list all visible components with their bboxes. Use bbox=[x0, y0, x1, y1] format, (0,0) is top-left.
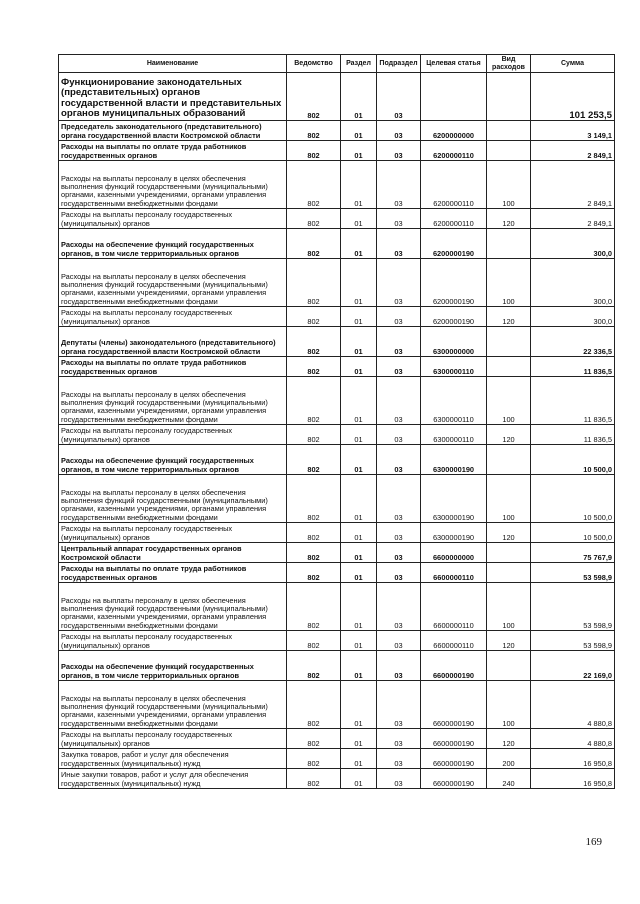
table-row bbox=[59, 73, 615, 121]
cell-subsection: 03 bbox=[377, 583, 421, 631]
cell-section: 01 bbox=[341, 445, 377, 475]
cell-section: 01 bbox=[341, 307, 377, 327]
cell-name: Расходы на выплаты персоналу государственных (муниципальных) органов bbox=[59, 209, 287, 229]
cell-name: Расходы на выплаты персоналу в целях обеспечения выполнения функций государственными (муниципальными) органами, казенными учреждениями, органами управления государственными внебюджетными фондами bbox=[59, 259, 287, 307]
table-row bbox=[59, 327, 615, 357]
cell-target: 6300000000 bbox=[421, 327, 487, 357]
cell-section: 01 bbox=[341, 475, 377, 523]
cell-dept: 802 bbox=[287, 327, 341, 357]
header-target: Целевая статья bbox=[421, 55, 487, 73]
cell-target: 6600000110 bbox=[421, 631, 487, 651]
table-row bbox=[59, 425, 615, 445]
cell-target: 6600000190 bbox=[421, 749, 487, 769]
cell-section: 01 bbox=[341, 729, 377, 749]
cell-name: Центральный аппарат государственных органов Костромской области bbox=[59, 543, 287, 563]
cell-target: 6300000110 bbox=[421, 377, 487, 425]
table-row bbox=[59, 209, 615, 229]
cell-sum: 300,0 bbox=[531, 229, 615, 259]
table-row bbox=[59, 749, 615, 769]
table-row bbox=[59, 445, 615, 475]
cell-section: 01 bbox=[341, 681, 377, 729]
cell-name: Депутаты (члены) законодательного (представительного) органа государственной власти Костромской области bbox=[59, 327, 287, 357]
cell-subsection: 03 bbox=[377, 523, 421, 543]
cell-sum: 75 767,9 bbox=[531, 543, 615, 563]
cell-dept: 802 bbox=[287, 543, 341, 563]
cell-exp-type: 100 bbox=[487, 681, 531, 729]
cell-exp-type: 120 bbox=[487, 729, 531, 749]
cell-section: 01 bbox=[341, 563, 377, 583]
budget-table bbox=[58, 54, 615, 789]
cell-section: 01 bbox=[341, 583, 377, 631]
cell-sum: 11 836,5 bbox=[531, 357, 615, 377]
table-row bbox=[59, 229, 615, 259]
cell-sum: 10 500,0 bbox=[531, 523, 615, 543]
cell-subsection: 03 bbox=[377, 229, 421, 259]
cell-dept: 802 bbox=[287, 209, 341, 229]
cell-target bbox=[421, 73, 487, 121]
cell-dept: 802 bbox=[287, 377, 341, 425]
header-section: Раздел bbox=[341, 55, 377, 73]
cell-sum: 22 336,5 bbox=[531, 327, 615, 357]
cell-dept: 802 bbox=[287, 651, 341, 681]
header-dept: Ведомство bbox=[287, 55, 341, 73]
cell-sum: 2 849,1 bbox=[531, 141, 615, 161]
cell-exp-type bbox=[487, 357, 531, 377]
cell-sum: 10 500,0 bbox=[531, 475, 615, 523]
cell-section: 01 bbox=[341, 259, 377, 307]
cell-section: 01 bbox=[341, 425, 377, 445]
cell-exp-type bbox=[487, 651, 531, 681]
table-row bbox=[59, 377, 615, 425]
table-body bbox=[59, 73, 615, 789]
cell-exp-type: 120 bbox=[487, 209, 531, 229]
cell-sum: 16 950,8 bbox=[531, 749, 615, 769]
cell-subsection: 03 bbox=[377, 73, 421, 121]
cell-name: Функционирование законодательных (представительных) органов государственной власти и представительных органов муниципальных образований bbox=[59, 73, 287, 121]
cell-dept: 802 bbox=[287, 729, 341, 749]
cell-name: Расходы на выплаты персоналу государственных (муниципальных) органов bbox=[59, 307, 287, 327]
cell-target: 6300000110 bbox=[421, 357, 487, 377]
cell-name: Расходы на выплаты по оплате труда работников государственных органов bbox=[59, 563, 287, 583]
table-row bbox=[59, 583, 615, 631]
cell-target: 6600000110 bbox=[421, 583, 487, 631]
cell-exp-type bbox=[487, 229, 531, 259]
table-header-row bbox=[59, 55, 615, 73]
cell-subsection: 03 bbox=[377, 769, 421, 789]
cell-name: Расходы на выплаты персоналу в целях обеспечения выполнения функций государственными (муниципальными) органами, казенными учреждениями, органами управления государственными внебюджетными фондами bbox=[59, 161, 287, 209]
cell-sum: 53 598,9 bbox=[531, 583, 615, 631]
cell-name: Расходы на выплаты персоналу государственных (муниципальных) органов bbox=[59, 523, 287, 543]
cell-sum: 53 598,9 bbox=[531, 563, 615, 583]
cell-subsection: 03 bbox=[377, 121, 421, 141]
cell-section: 01 bbox=[341, 327, 377, 357]
table-row bbox=[59, 141, 615, 161]
cell-subsection: 03 bbox=[377, 681, 421, 729]
header-subsection: Подраздел bbox=[377, 55, 421, 73]
cell-sum: 10 500,0 bbox=[531, 445, 615, 475]
cell-dept: 802 bbox=[287, 681, 341, 729]
cell-exp-type: 100 bbox=[487, 161, 531, 209]
table-row bbox=[59, 543, 615, 563]
cell-subsection: 03 bbox=[377, 141, 421, 161]
cell-section: 01 bbox=[341, 631, 377, 651]
cell-section: 01 bbox=[341, 229, 377, 259]
cell-subsection: 03 bbox=[377, 209, 421, 229]
cell-sum: 11 836,5 bbox=[531, 377, 615, 425]
table-row bbox=[59, 475, 615, 523]
cell-subsection: 03 bbox=[377, 749, 421, 769]
cell-dept: 802 bbox=[287, 563, 341, 583]
cell-target: 6200000110 bbox=[421, 141, 487, 161]
cell-section: 01 bbox=[341, 209, 377, 229]
cell-sum: 101 253,5 bbox=[531, 73, 615, 121]
cell-name: Иные закупки товаров, работ и услуг для обеспечения государственных (муниципальных) нужд bbox=[59, 769, 287, 789]
cell-exp-type: 100 bbox=[487, 583, 531, 631]
header-exp-type: Вид расходов bbox=[487, 55, 531, 73]
cell-section: 01 bbox=[341, 749, 377, 769]
cell-sum: 4 880,8 bbox=[531, 681, 615, 729]
cell-target: 6200000110 bbox=[421, 209, 487, 229]
cell-name: Расходы на выплаты персоналу в целях обеспечения выполнения функций государственными (муниципальными) органами, казенными учреждениями, органами управления государственными внебюджетными фондами bbox=[59, 681, 287, 729]
cell-target: 6200000190 bbox=[421, 307, 487, 327]
header-sum: Сумма bbox=[531, 55, 615, 73]
cell-subsection: 03 bbox=[377, 327, 421, 357]
cell-exp-type bbox=[487, 121, 531, 141]
cell-exp-type bbox=[487, 563, 531, 583]
cell-exp-type: 120 bbox=[487, 523, 531, 543]
cell-dept: 802 bbox=[287, 307, 341, 327]
cell-dept: 802 bbox=[287, 229, 341, 259]
cell-sum: 300,0 bbox=[531, 307, 615, 327]
cell-name: Расходы на выплаты персоналу в целях обеспечения выполнения функций государственными (муниципальными) органами, казенными учреждениями, органами управления государственными внебюджетными фондами bbox=[59, 377, 287, 425]
table-row bbox=[59, 631, 615, 651]
cell-dept: 802 bbox=[287, 141, 341, 161]
cell-name: Расходы на обеспечение функций государственных органов, в том числе территориальных органов bbox=[59, 651, 287, 681]
cell-section: 01 bbox=[341, 523, 377, 543]
cell-subsection: 03 bbox=[377, 651, 421, 681]
cell-name: Расходы на выплаты персоналу государственных (муниципальных) органов bbox=[59, 631, 287, 651]
cell-exp-type bbox=[487, 73, 531, 121]
cell-section: 01 bbox=[341, 377, 377, 425]
table-row bbox=[59, 769, 615, 789]
cell-dept: 802 bbox=[287, 425, 341, 445]
cell-subsection: 03 bbox=[377, 543, 421, 563]
cell-section: 01 bbox=[341, 141, 377, 161]
cell-exp-type: 120 bbox=[487, 307, 531, 327]
header-name: Наименование bbox=[59, 55, 287, 73]
table-row bbox=[59, 651, 615, 681]
cell-subsection: 03 bbox=[377, 259, 421, 307]
table-row bbox=[59, 729, 615, 749]
table-row bbox=[59, 121, 615, 141]
cell-sum: 16 950,8 bbox=[531, 769, 615, 789]
cell-target: 6600000190 bbox=[421, 729, 487, 749]
cell-exp-type: 100 bbox=[487, 475, 531, 523]
cell-target: 6300000190 bbox=[421, 475, 487, 523]
table-row bbox=[59, 681, 615, 729]
page-number: 169 bbox=[585, 836, 602, 848]
cell-target: 6200000110 bbox=[421, 161, 487, 209]
cell-section: 01 bbox=[341, 543, 377, 563]
cell-name: Расходы на обеспечение функций государственных органов, в том числе территориальных органов bbox=[59, 445, 287, 475]
cell-subsection: 03 bbox=[377, 357, 421, 377]
cell-sum: 22 169,0 bbox=[531, 651, 615, 681]
cell-target: 6300000110 bbox=[421, 425, 487, 445]
cell-name: Расходы на выплаты персоналу государственных (муниципальных) органов bbox=[59, 425, 287, 445]
cell-sum: 4 880,8 bbox=[531, 729, 615, 749]
cell-exp-type: 240 bbox=[487, 769, 531, 789]
table-row bbox=[59, 357, 615, 377]
cell-target: 6600000110 bbox=[421, 563, 487, 583]
cell-target: 6300000190 bbox=[421, 445, 487, 475]
cell-exp-type: 100 bbox=[487, 259, 531, 307]
cell-subsection: 03 bbox=[377, 729, 421, 749]
cell-name: Председатель законодательного (представительного) органа государственной власти Костромской области bbox=[59, 121, 287, 141]
cell-subsection: 03 bbox=[377, 563, 421, 583]
table-row bbox=[59, 307, 615, 327]
cell-target: 6200000190 bbox=[421, 259, 487, 307]
cell-subsection: 03 bbox=[377, 377, 421, 425]
cell-sum: 53 598,9 bbox=[531, 631, 615, 651]
cell-exp-type bbox=[487, 141, 531, 161]
cell-section: 01 bbox=[341, 357, 377, 377]
cell-exp-type: 120 bbox=[487, 631, 531, 651]
table-row bbox=[59, 259, 615, 307]
cell-dept: 802 bbox=[287, 631, 341, 651]
cell-exp-type: 200 bbox=[487, 749, 531, 769]
cell-dept: 802 bbox=[287, 523, 341, 543]
cell-exp-type bbox=[487, 445, 531, 475]
cell-subsection: 03 bbox=[377, 307, 421, 327]
cell-target: 6600000190 bbox=[421, 651, 487, 681]
cell-target: 6600000190 bbox=[421, 769, 487, 789]
cell-dept: 802 bbox=[287, 475, 341, 523]
cell-dept: 802 bbox=[287, 73, 341, 121]
cell-target: 6600000190 bbox=[421, 681, 487, 729]
table-row bbox=[59, 161, 615, 209]
cell-exp-type bbox=[487, 327, 531, 357]
cell-target: 6300000190 bbox=[421, 523, 487, 543]
cell-subsection: 03 bbox=[377, 631, 421, 651]
cell-section: 01 bbox=[341, 73, 377, 121]
cell-sum: 2 849,1 bbox=[531, 209, 615, 229]
cell-section: 01 bbox=[341, 651, 377, 681]
cell-exp-type: 120 bbox=[487, 425, 531, 445]
cell-dept: 802 bbox=[287, 357, 341, 377]
cell-name: Закупка товаров, работ и услуг для обеспечения государственных (муниципальных) нужд bbox=[59, 749, 287, 769]
table-row bbox=[59, 523, 615, 543]
cell-target: 6200000190 bbox=[421, 229, 487, 259]
cell-dept: 802 bbox=[287, 161, 341, 209]
cell-subsection: 03 bbox=[377, 475, 421, 523]
cell-dept: 802 bbox=[287, 121, 341, 141]
cell-exp-type: 100 bbox=[487, 377, 531, 425]
cell-section: 01 bbox=[341, 769, 377, 789]
cell-name: Расходы на выплаты персоналу в целях обеспечения выполнения функций государственными (муниципальными) органами, казенными учреждениями, органами управления государственными внебюджетными фондами bbox=[59, 583, 287, 631]
cell-subsection: 03 bbox=[377, 425, 421, 445]
cell-name: Расходы на выплаты персоналу в целях обеспечения выполнения функций государственными (муниципальными) органами, казенными учреждениями, органами управления государственными внебюджетными фондами bbox=[59, 475, 287, 523]
cell-exp-type bbox=[487, 543, 531, 563]
table-row bbox=[59, 563, 615, 583]
cell-section: 01 bbox=[341, 121, 377, 141]
cell-name: Расходы на обеспечение функций государственных органов, в том числе территориальных органов bbox=[59, 229, 287, 259]
cell-sum: 11 836,5 bbox=[531, 425, 615, 445]
budget-sheet bbox=[58, 54, 614, 789]
cell-name: Расходы на выплаты персоналу государственных (муниципальных) органов bbox=[59, 729, 287, 749]
cell-subsection: 03 bbox=[377, 161, 421, 209]
cell-dept: 802 bbox=[287, 583, 341, 631]
cell-dept: 802 bbox=[287, 769, 341, 789]
cell-sum: 3 149,1 bbox=[531, 121, 615, 141]
cell-dept: 802 bbox=[287, 259, 341, 307]
cell-name: Расходы на выплаты по оплате труда работников государственных органов bbox=[59, 357, 287, 377]
cell-section: 01 bbox=[341, 161, 377, 209]
cell-target: 6200000000 bbox=[421, 121, 487, 141]
cell-sum: 300,0 bbox=[531, 259, 615, 307]
cell-sum: 2 849,1 bbox=[531, 161, 615, 209]
cell-dept: 802 bbox=[287, 445, 341, 475]
cell-target: 6600000000 bbox=[421, 543, 487, 563]
cell-name: Расходы на выплаты по оплате труда работников государственных органов bbox=[59, 141, 287, 161]
cell-subsection: 03 bbox=[377, 445, 421, 475]
cell-dept: 802 bbox=[287, 749, 341, 769]
